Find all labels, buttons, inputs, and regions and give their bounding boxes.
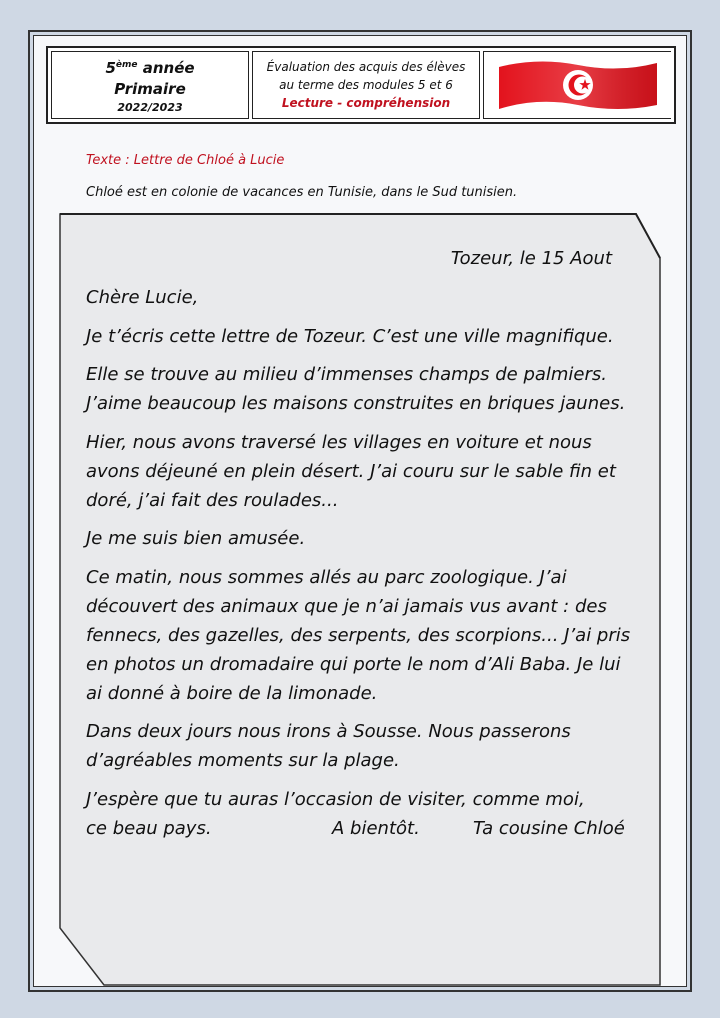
text-title: Texte : Lettre de Chloé à Lucie [86, 153, 285, 168]
subject-label: Lecture - compréhension [281, 96, 451, 110]
letter-closing-line [86, 814, 642, 843]
letter-paragraph-1: Je t’écris cette lettre de Tozeur. C’est une ville magnifique. [86, 325, 614, 347]
grade-number: 5 [105, 58, 116, 77]
letter-paragraph-3: Hier, nous avons traversé les villages en voiture et nous avons déjeuné en plein désert. J’ai couru sur le sable fin et doré, j’ai fait des roulades... [86, 431, 616, 511]
grade-word: année [142, 58, 195, 77]
school-year: 2022/2023 [117, 100, 183, 114]
grade-suffix: ème [115, 59, 138, 70]
letter-paragraph-5: Ce matin, nous sommes allés au parc zoologique. J’ai découvert des animaux que je n’ai jamais vus avant : des fennecs, des gazelles, des serpents, des scorpions... J’ai pris en photos un dromadaire qui porte le nom d’Ali Baba. Je lui ai donné à boire de la limonade. [86, 566, 631, 704]
letter-dateline: Tozeur, le 15 Aout [450, 248, 612, 269]
letter-body [86, 244, 642, 852]
text-intro: Chloé est en colonie de vacances en Tunisie, dans le Sud tunisien. [86, 185, 518, 200]
evaluation-line-1: Évaluation des acquis des élèves [266, 60, 466, 74]
letter-farewell: A bientôt. [332, 817, 420, 839]
letter-last-line-1: J’espère que tu auras l’occasion de visiter, comme moi, [86, 788, 585, 810]
letter-last-line-2: ce beau pays. [86, 817, 212, 839]
letter-paragraph-2: Elle se trouve au milieu d’immenses champs de palmiers. J’aime beaucoup les maisons construites en briques jaunes. [86, 364, 626, 414]
level-label: Primaire [114, 79, 186, 98]
letter-signature: Ta cousine Chloé [473, 817, 625, 839]
letter-paragraph-6: Dans deux jours nous irons à Sousse. Nous passerons d’agréables moments sur la plage. [86, 721, 571, 771]
evaluation-line-2: au terme des modules 5 et 6 [279, 78, 453, 92]
letter-paragraph-4: Je me suis bien amusée. [86, 528, 306, 549]
letter-greeting: Chère Lucie, [86, 287, 199, 308]
